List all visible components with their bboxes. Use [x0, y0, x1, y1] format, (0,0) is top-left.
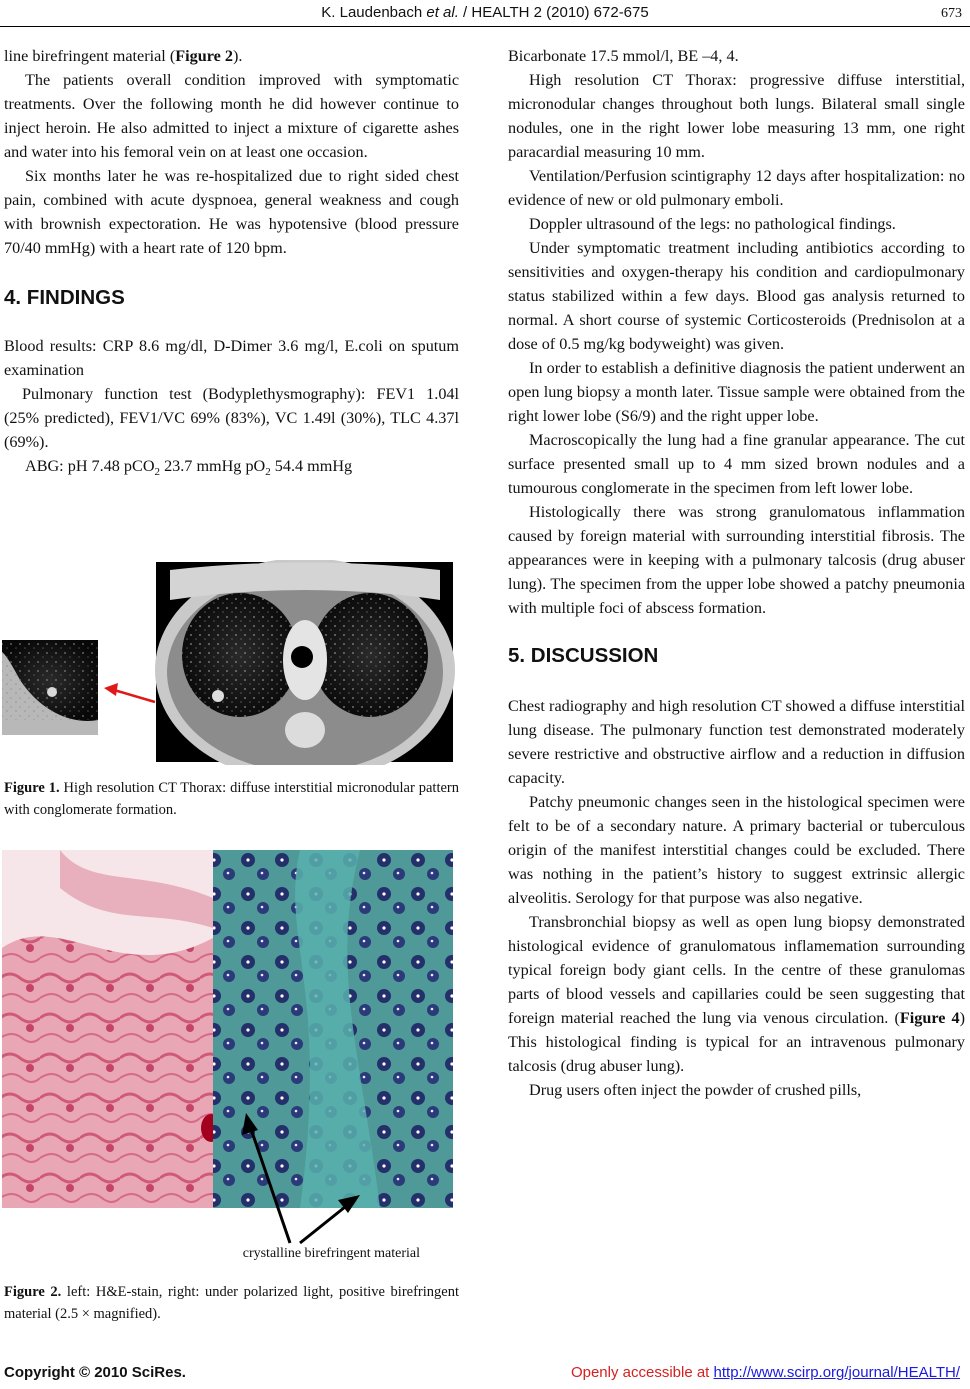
- right-paragraph-6: In order to establish a definitive diagnosis the patient underwent an open lung biopsy a month later. Tissue sample were obtained from the right lower lobe (S6/9) and the right upper lobe.: [508, 359, 965, 425]
- figure-1-ct-image: [0, 560, 460, 765]
- running-title-em: et al.: [426, 4, 459, 21]
- he-stain-panel: [2, 850, 221, 1208]
- right-paragraph-11: Transbronchial biopsy as well as open lung biopsy demonstrated histological evidence of granulomatous inflamemation surrounding typical foreign body giant cells. In the centre of these granulomas parts of blood vessels and capillaries could be seen suggesting that foreign material reached the lung via venous circulation. (Figure 4) This histological finding is typical for an intravenous pulmonary talcosis (drug abuser lung).: [508, 913, 965, 1075]
- right-column: [508, 44, 965, 1102]
- figure-1-arrow: [104, 683, 155, 702]
- left-paragraph-4: Blood results: CRP 8.6 mg/dl, D-Dimer 3.6 mg/l, E.coli on sputum examination: [4, 337, 459, 379]
- footer-copyright: Copyright © 2010 SciRes.: [4, 1364, 186, 1381]
- left-paragraph-2: The patients overall condition improved with symptomatic treatments. Over the following month he did however continue to inject heroin. He also admitted to inject a mixture of cigarette ashes and water into his femoral vein on at least one occasion.: [4, 71, 459, 161]
- right-paragraph-7: Macroscopically the lung had a fine granular appearance. The cut surface presented small up to 4 mm sized brown nodules and a tumourous conglomerate in the specimen from left lower lobe.: [508, 431, 965, 497]
- figure-2-annotation-label: crystalline birefringent material: [242, 1246, 420, 1261]
- running-title-post: / HEALTH 2 (2010) 672-675: [458, 4, 649, 21]
- ct-inset: [2, 640, 98, 735]
- right-paragraph-10: Patchy pneumonic changes seen in the histological specimen were felt to be of a secondary nature. A primary bacterial or tuberculous origin of the manifest interstitial changes could be excluded. There was nothing in the patient’s history to suggest extrinsic allergic alveolitis. Serology for that purpose was also negative.: [508, 793, 965, 907]
- footer-access-text: Openly accessible at: [570, 1364, 714, 1381]
- figure-2: [0, 848, 460, 1268]
- right-paragraph-4: Doppler ultrasound of the legs: no pathological findings.: [529, 215, 896, 233]
- left-paragraph-6: ABG: pH 7.48 pCO$_2$ 23.7 mmHg $pO_2$ 54.4 mmHg: [25, 457, 353, 479]
- ct-main-scan: [155, 560, 455, 765]
- right-paragraph-12: Drug users often inject the powder of crushed pills,: [529, 1081, 862, 1099]
- section-heading-findings: 4. FINDINGS: [4, 286, 125, 309]
- left-paragraph-1: line birefringent material (Figure 2).: [4, 47, 243, 65]
- figure-2-caption: [4, 1281, 459, 1325]
- right-paragraph-2: High resolution CT Thorax: progressive diffuse interstitial, micronodular changes throughout both lungs. Bilateral small single nodules, one in the right lower lobe measuring 13 mm, one right paracardial measuring 10 mm.: [508, 71, 965, 161]
- figure-2-histology-image: [0, 848, 460, 1268]
- journal-link[interactable]: http://www.scirp.org/journal/HEALTH/: [713, 1364, 960, 1381]
- figure-2-caption-text: left: H&E-stain, right: under polarized light, positive birefringent material (2.5 × magnified).: [4, 1284, 459, 1322]
- right-paragraph-5: Under symptomatic treatment including antibiotics according to sensitivities and oxygen-therapy his condition and cardiopulmonary status stabilized within a few days. Blood gas analysis returned to normal. A short course of systemic Corticosteroids (Prednisolon at a dose of 0.5 mg/kg bodyweight) was given.: [508, 239, 965, 353]
- right-paragraph-3: Ventilation/Perfusion scintigraphy 12 days after hospitalization: no evidence of new or old pulmonary emboli.: [508, 167, 965, 209]
- running-title-pre: K. Laudenbach: [321, 4, 427, 21]
- right-paragraph-9: Chest radiography and high resolution CT showed a diffuse interstitial lung disease. The pulmonary function test demonstrated moderately severe restrictive and obstructive airflow and a reduction in diffusion capacity.: [508, 697, 965, 787]
- left-column: [4, 44, 459, 484]
- page-number: 673: [941, 6, 962, 21]
- figure-1-label: Figure 1.: [4, 780, 60, 796]
- footer-access: [571, 1364, 960, 1381]
- figure-2-label: Figure 2.: [4, 1284, 62, 1300]
- left-paragraph-3: Six months later he was re-hospitalized due to right sided chest pain, combined with acute dyspnoea, general weakness and cough with brownish expectoration. He was hypotensive (blood pressure 70/40 mmHg) with a heart rate of 120 bpm.: [4, 167, 459, 257]
- right-paragraph-8: Histologically there was strong granulomatous inflammation caused by foreign material with surrounding interstitial fibrosis. The appearances were in keeping with a pulmonary talcosis (drug abuser lung). The specimen from the upper lobe showed a patchy pneumonia with multiple foci of abscess formation.: [508, 503, 965, 617]
- left-paragraph-5: Pulmonary function test (Bodyplethysmography): FEV1 1.04l (25% predicted), FEV1/VC 69% (83%), VC 1.49l (30%), TLC 4.37l (69%).: [4, 385, 459, 451]
- figure-1: [0, 560, 460, 765]
- right-paragraph-1: Bicarbonate 17.5 mmol/l, BE –4, 4.: [508, 47, 739, 65]
- section-heading-discussion: 5. DISCUSSION: [508, 644, 659, 667]
- header-rule: [0, 26, 970, 27]
- figure-1-caption: [4, 777, 459, 821]
- running-header: [0, 4, 970, 21]
- polarized-light-panel: [213, 850, 453, 1208]
- figure-1-caption-text: High resolution CT Thorax: diffuse interstitial micronodular pattern with conglomerate formation.: [4, 780, 459, 818]
